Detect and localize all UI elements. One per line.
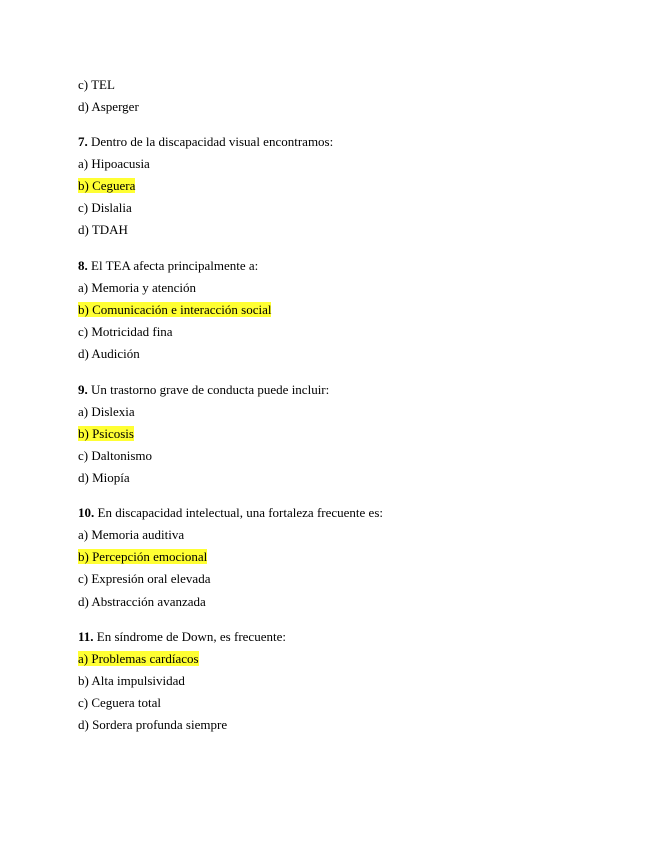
- q8-option-d: [78, 346, 140, 362]
- q8-option-a: [78, 280, 196, 296]
- question-11: [78, 629, 286, 645]
- q9-option-c: [78, 448, 152, 464]
- question-number: 8.: [78, 258, 88, 273]
- option-text: b) Alta impulsividad: [78, 673, 185, 688]
- q11-option-d: [78, 717, 227, 733]
- question-text: El TEA afecta principalmente a:: [87, 258, 259, 273]
- question-8: [78, 258, 258, 274]
- question-number: 9.: [78, 382, 88, 397]
- q11-option-a-highlighted: [78, 651, 199, 667]
- option-text: c) TEL: [78, 77, 115, 92]
- q7-option-c: [78, 200, 132, 216]
- q9-option-b-highlighted: [78, 426, 134, 442]
- option-text: d) Asperger: [78, 99, 139, 114]
- question-text: Dentro de la discapacidad visual encontramos:: [87, 134, 334, 149]
- question-number: 10.: [78, 505, 95, 520]
- q7-option-b-highlighted: [78, 178, 135, 194]
- question-text: En discapacidad intelectual, una fortaleza frecuente es:: [94, 505, 383, 520]
- q9-option-a: [78, 404, 135, 420]
- question-number: 11.: [78, 629, 94, 644]
- option-text: d) TDAH: [78, 222, 128, 237]
- option-text: d) Abstracción avanzada: [78, 594, 206, 609]
- option-text: c) Motricidad fina: [78, 324, 173, 339]
- question-number: 7.: [78, 134, 88, 149]
- highlighted-answer: b) Comunicación e interacción social: [78, 302, 272, 317]
- option-text: c) Expresión oral elevada: [78, 571, 211, 586]
- q10-option-a: [78, 527, 184, 543]
- highlighted-answer: b) Ceguera: [78, 178, 136, 193]
- highlighted-answer: a) Problemas cardíacos: [78, 651, 199, 666]
- option-text: c) Ceguera total: [78, 695, 162, 710]
- question-text: Un trastorno grave de conducta puede incluir:: [87, 382, 330, 397]
- option-text: d) Miopía: [78, 470, 130, 485]
- option-text: c) Daltonismo: [78, 448, 153, 463]
- q9-option-d: [78, 470, 130, 486]
- q11-option-c: [78, 695, 161, 711]
- q7-option-a: [78, 156, 150, 172]
- q10-option-d: [78, 594, 206, 610]
- q7-option-d: [78, 222, 128, 238]
- highlighted-answer: b) Psicosis: [78, 426, 134, 441]
- option-text: c) Dislalia: [78, 200, 132, 215]
- option-text: d) Sordera profunda siempre: [78, 717, 228, 732]
- option-text: a) Hipoacusia: [78, 156, 150, 171]
- option-d-asperger: [78, 99, 139, 115]
- question-9: [78, 382, 329, 398]
- q10-option-c: [78, 571, 210, 587]
- option-text: d) Audición: [78, 346, 140, 361]
- q8-option-b-highlighted: [78, 302, 271, 318]
- q10-option-b-highlighted: [78, 549, 207, 565]
- option-c-tel: [78, 77, 115, 93]
- option-text: a) Memoria y atención: [78, 280, 197, 295]
- question-text: En síndrome de Down, es frecuente:: [93, 629, 286, 644]
- option-text: a) Dislexia: [78, 404, 135, 419]
- question-10: [78, 505, 383, 521]
- q11-option-b: [78, 673, 185, 689]
- highlighted-answer: b) Percepción emocional: [78, 549, 208, 564]
- option-text: a) Memoria auditiva: [78, 527, 185, 542]
- question-7: [78, 134, 333, 150]
- q8-option-c: [78, 324, 173, 340]
